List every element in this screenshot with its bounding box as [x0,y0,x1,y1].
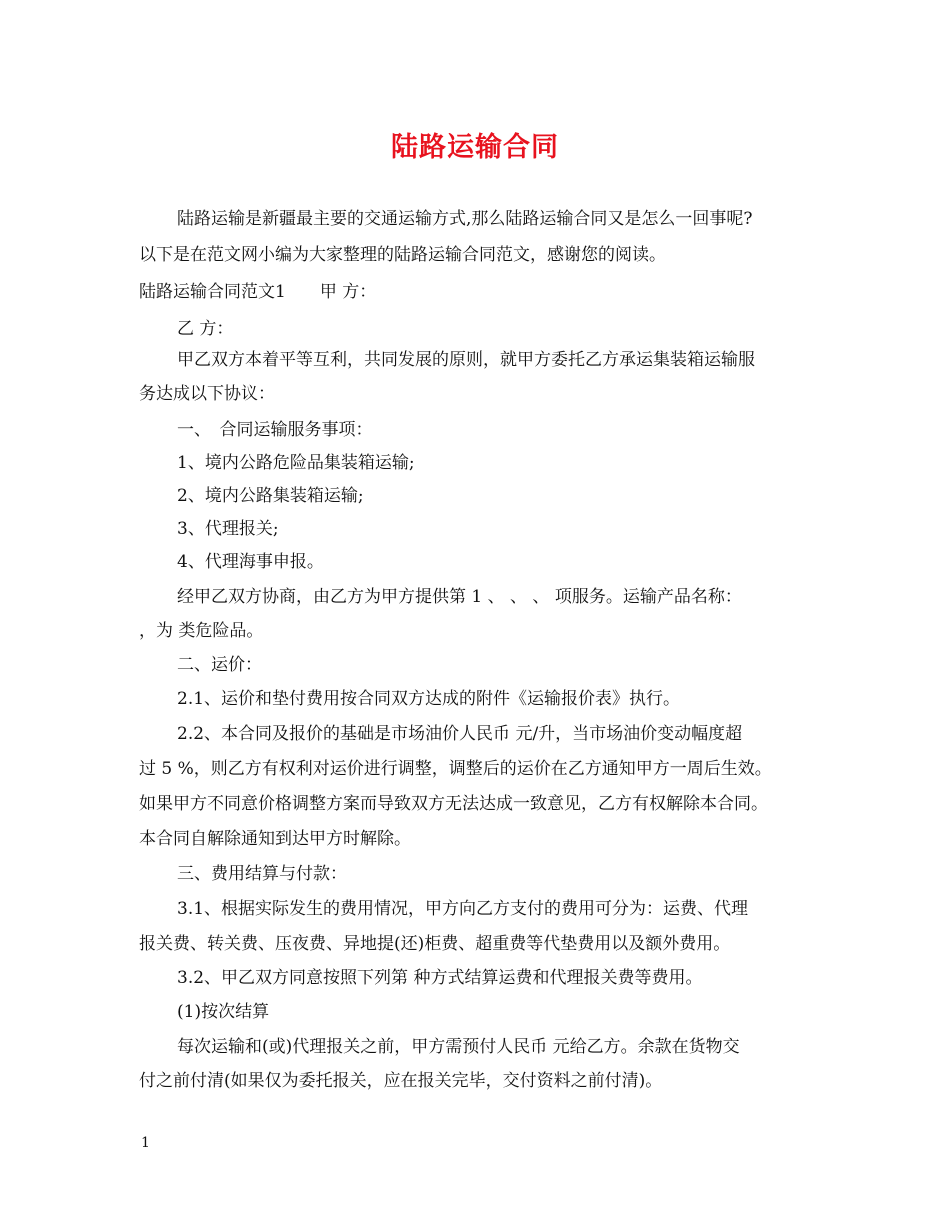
clause-line: (1)按次结算 [177,1002,270,1022]
paragraph-line: ，为 类危险品。 [139,621,264,641]
list-item: 4、代理海事申报。 [177,552,324,572]
clause-line: 3.1、根据实际发生的费用情况，甲方向乙方支付的费用可分为：运费、代理 [177,899,749,919]
clause-line: 报关费、转关费、压夜费、异地提(还)柜费、超重费等代垫费用以及额外费用。 [139,934,731,954]
section-heading: 三、费用结算与付款： [177,864,347,884]
clause-line: 3.2、甲乙双方同意按照下列第 种方式结算运费和代理报关费等费用。 [177,968,703,988]
clause-line: 付之前付清(如果仅为委托报关，应在报关完毕，交付资料之前付清)。 [139,1071,663,1091]
paragraph-line: 陆路运输合同范文1 甲 方： [139,282,377,302]
list-item: 3、代理报关; [177,519,279,539]
clause-line: 过 5 %，则乙方有权利对运价进行调整，调整后的运价在乙方通知甲方一周后生效。 [139,759,772,779]
section-heading: 二、运价： [177,655,262,675]
list-item: 2、境内公路集装箱运输; [177,486,364,506]
paragraph-line: 以下是在范文网小编为大家整理的陆路运输合同范文，感谢您的阅读。 [139,245,666,265]
paragraph-line: 乙 方： [177,319,234,339]
paragraph-line: 经甲乙双方协商，由乙方为甲方提供第 1 、 、 、 项服务。运输产品名称： [177,587,742,607]
paragraph-line: 甲乙双方本着平等互利，共同发展的原则，就甲方委托乙方承运集装箱运输服 [177,350,755,370]
clause-line: 每次运输和(或)代理报关之前，甲方需预付人民币 元给乙方。余款在货物交 [177,1037,740,1057]
clause-line: 如果甲方不同意价格调整方案而导致双方无法达成一致意见，乙方有权解除本合同。 [139,794,768,814]
list-item: 1、境内公路危险品集装箱运输; [177,453,415,473]
document-title: 陆路运输合同 [391,132,559,163]
clause-line: 2.2、本合同及报价的基础是市场油价人民币 元/升，当市场油价变动幅度超 [177,724,743,744]
paragraph-line: 务达成以下协议： [139,384,275,404]
clause-line: 2.1、运价和垫付费用按合同双方达成的附件《运输报价表》执行。 [177,689,681,709]
page-number: 1 [141,1135,150,1151]
section-heading: 一、 合同运输服务事项： [177,420,373,440]
paragraph-line: 陆路运输是新疆最主要的交通运输方式,那么陆路运输合同又是怎么一回事呢? [177,209,753,229]
clause-line: 本合同自解除通知到达甲方时解除。 [139,829,411,849]
